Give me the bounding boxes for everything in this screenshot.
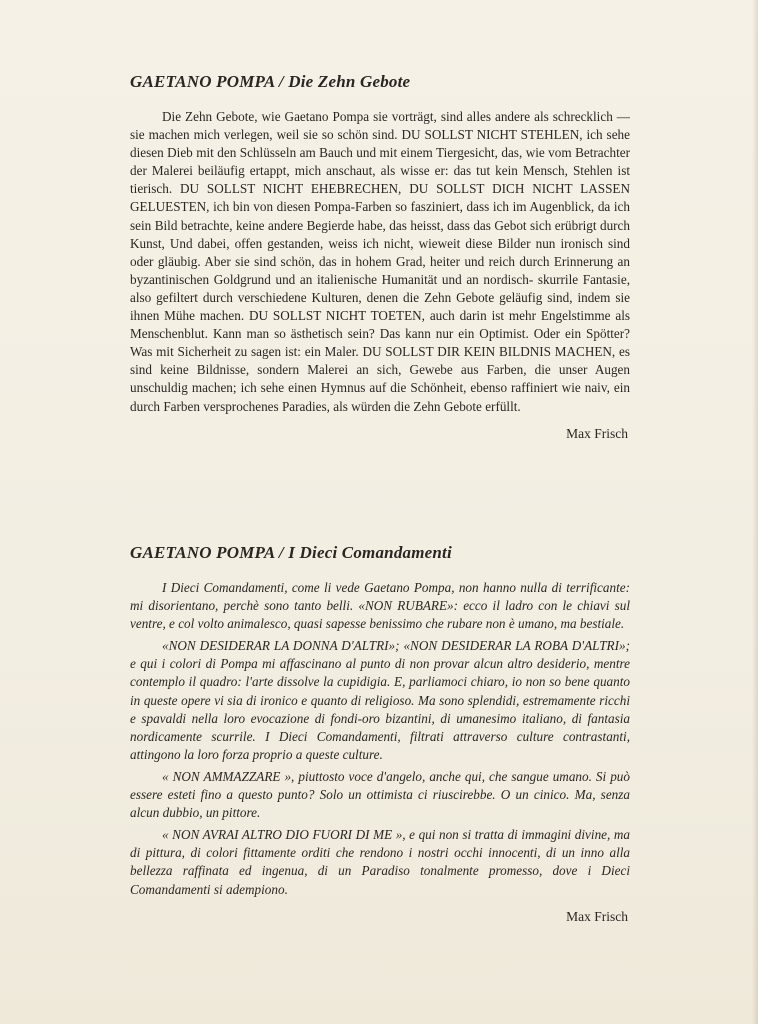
italian-paragraph-4: « NON AVRAI ALTRO DIO FUORI DI ME », e qui non si tratta di immagini divine, ma di pittura, di colori fittamente orditi che rendono i nostri occhi innocenti, di un inno alla bellezza raffinata ed ingenua, di un Paradiso tonalmente promesso, dove i Dieci Comandamenti si adempiono. bbox=[130, 827, 630, 897]
german-heading bbox=[130, 72, 630, 92]
italian-heading bbox=[130, 543, 630, 563]
italian-heading-separator: / bbox=[274, 543, 289, 562]
german-section bbox=[130, 72, 630, 442]
page-edge-shadow bbox=[752, 0, 758, 1024]
italian-heading-name: GAETANO POMPA bbox=[130, 543, 275, 562]
german-heading-separator: / bbox=[274, 72, 289, 91]
italian-paragraph-1: I Dieci Comandamenti, come li vede Gaetano Pompa, non hanno nulla di terrificante: mi disorientano, perchè sono tanto belli. «NON RUBARE»: ecco il ladro con le chiavi sul ventre, e col volto animalesco, quasi sapesse benissimo che rubare non è umano, ma bestiale. bbox=[130, 580, 630, 632]
italian-signature: Max Frisch bbox=[566, 908, 628, 924]
german-signature: Max Frisch bbox=[566, 425, 628, 441]
german-body-text: Die Zehn Gebote, wie Gaetano Pompa sie vorträgt, sind alles andere als schrecklich — sie machen mich verlegen, weil sie so schön sind. DU SOLLST NICHT STEHLEN, ich sehe diesen Dieb mit den Schlüsseln am Bauch und mit einem Tiergesicht, das, wie vom Betrachter der Malerei beiläufig ertappt, mich anschaut, als wisse er: das tut kein Mensch, Stehlen ist tierisch. DU SOLLST NICHT EHEBRECHEN, DU SOLLST DICH NICHT LASSEN GELUESTEN, ich bin von diesen Pompa-Farben so fasziniert, dass ich im Augenblick, da ich sein Bild betrachte, keine andere Begierde habe, das heisst, dass das Gebot sich erübrigt durch Kunst, Und dabei, offen gestanden, weiss ich nicht, wieweit diese Bilder nun ironisch sind oder gläubig. Aber sie sind schön, das in hohem Grad, heiter und reich durch Erinnerung an byzantinischen Goldgrund und an italienische Humanität und an nordisch- skurrile Fantasie, also gefiltert durch verschiedene Kulturen, denen die Zehn Gebote geläufig sind, indem sie ihnen Mühe machen. DU SOLLST NICHT TOETEN, auch darin ist mehr Engelstimme als Menschenblut. Kann man so ästhetisch sein? Das kann nur ein Optimist. Oder ein Spötter? Was mit Sicherheit zu sagen ist: ein Maler. DU SOLLST DIR KEIN BILDNIS MACHEN, es sind keine Bildnisse, sondern Malerei an sich, Gewebe aus Farben, die unser Augen unschuldig machen; ich sehe einen Hymnus auf die Schönheit, ebenso raffiniert wie naiv, ein durch Farben versprochenes Paradies, als würden die Zehn Gebote erfüllt. bbox=[130, 109, 630, 414]
italian-paragraph-2: «NON DESIDERAR LA DONNA D'ALTRI»; «NON DESIDERAR LA ROBA D'ALTRI»; e qui i colori di Pompa mi affascinano al punto di non provar alcun altro desiderio, mentre contemplo il quadro: l'arte dissolve la cupidigia. E, parliamoci chiaro, io non so bene quanto in queste opere vi sia di ironico e quanto di religioso. Ma sono splendidi, estremamente ricchi e spavaldi nella loro evocazione di fondi-oro bizantini, di umanesimo italiano, di fantasia nordicamente scurrile. I Dieci Comandamenti, filtrati attraverso culture contrastanti, attingono la loro forza proprio a queste culture. bbox=[130, 638, 630, 762]
german-heading-title: Die Zehn Gebote bbox=[288, 72, 411, 91]
italian-section bbox=[130, 543, 630, 925]
italian-heading-title: I Dieci Comandamenti bbox=[288, 543, 452, 562]
german-heading-name: GAETANO POMPA bbox=[130, 72, 275, 91]
italian-paragraph-3: « NON AMMAZZARE », piuttosto voce d'angelo, anche qui, che sangue umano. Si può essere esteti fino a questo punto? Solo un ottimista ci riuscirebbe. O un cinico. Ma, senza alcun dubbio, un pittore. bbox=[130, 768, 630, 821]
